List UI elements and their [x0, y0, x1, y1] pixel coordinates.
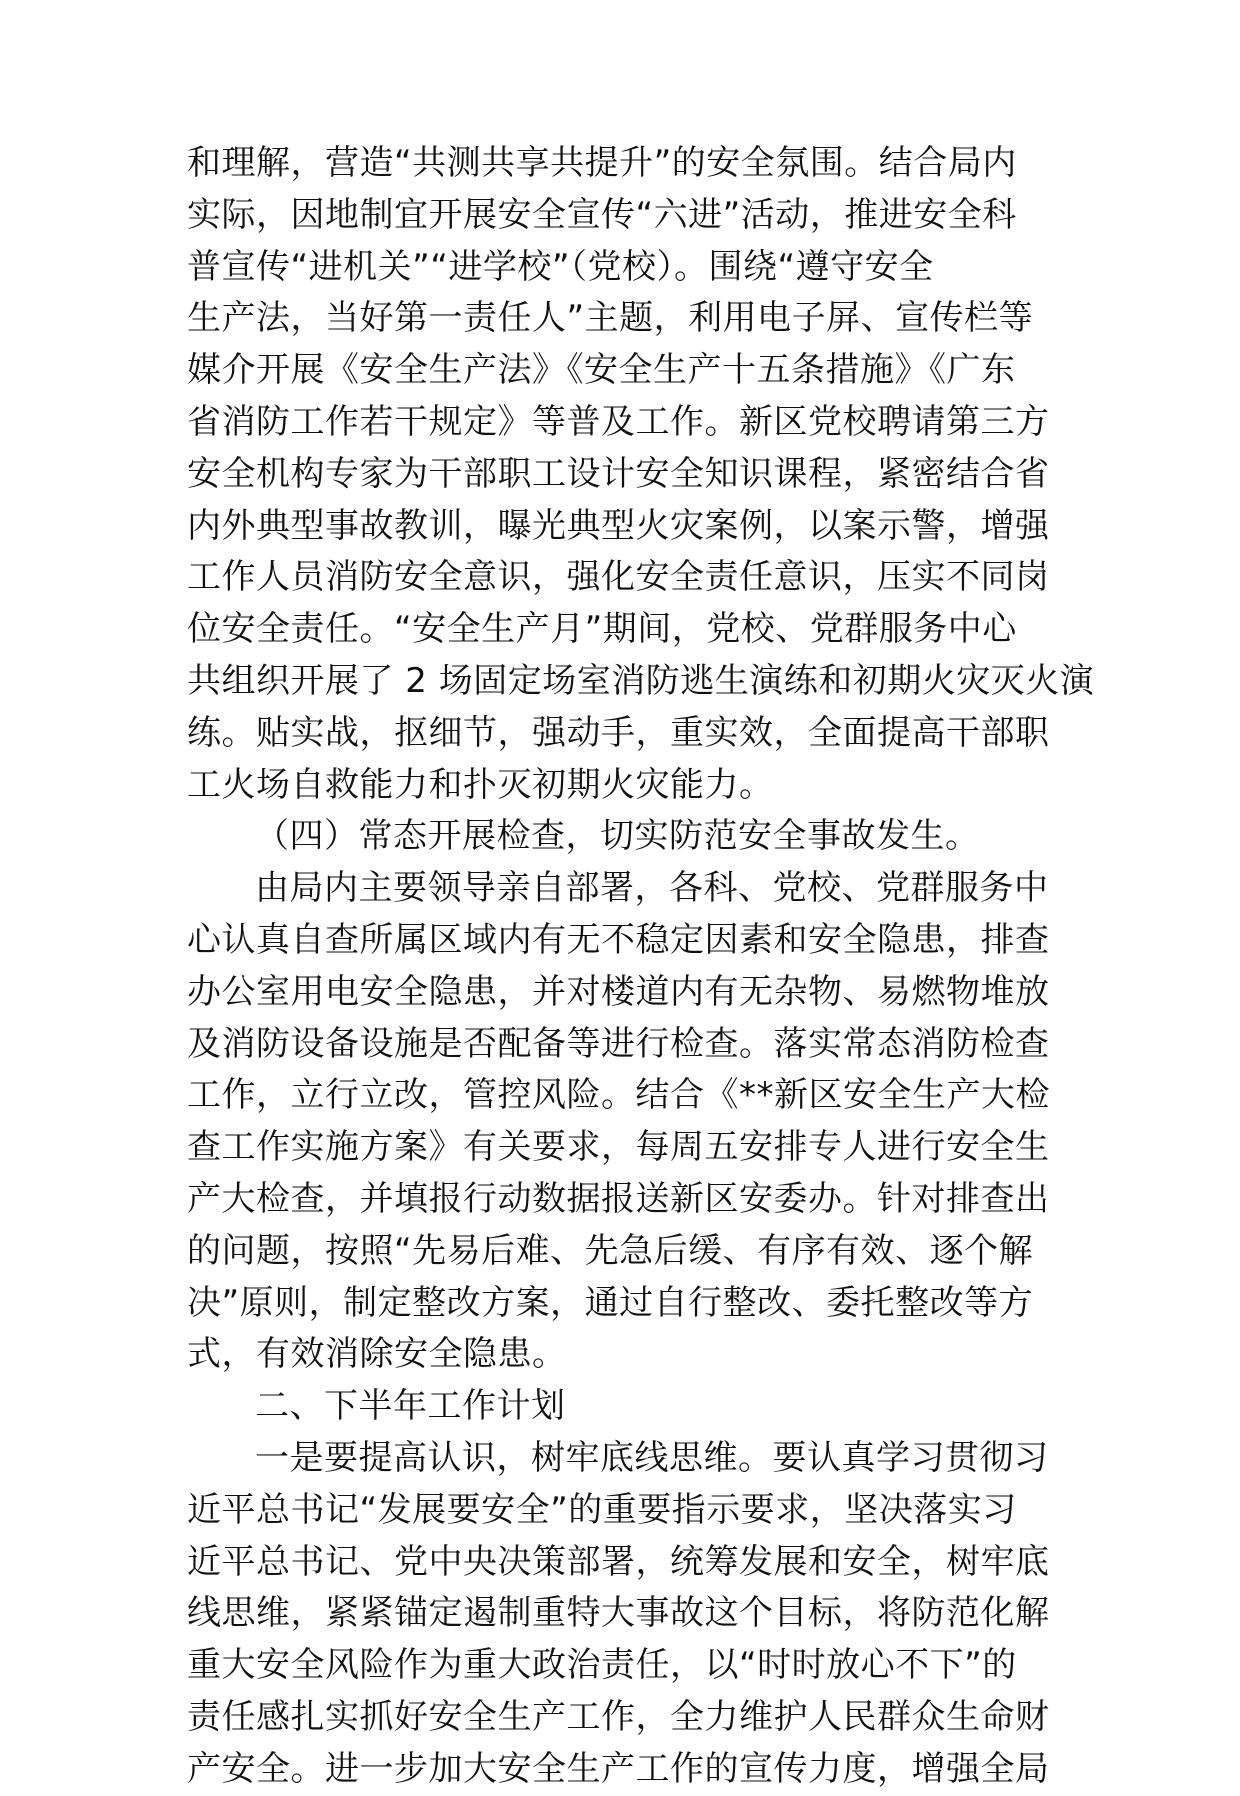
text-line: 工火场自救能力和扑灭初期火灾能力。: [187, 764, 774, 805]
text-line: 责任感扎实抓好安全生产工作，全力维护人民群众生命财: [187, 1696, 1050, 1737]
text-line: 普宣传“进机关”“进学校”（党校）。围绕“遵守安全: [187, 246, 934, 287]
text-line: 二、下半年工作计划: [255, 1386, 566, 1427]
text-line: 近平总书记、党中央决策部署，统筹发展和安全，树牢底: [187, 1541, 1050, 1582]
text-line: 及消防设备设施是否配备等进行检查。落实常态消防检查: [187, 1023, 1050, 1064]
document-page: [187, 138, 1095, 1796]
text-line: 一是要提高认识，树牢底线思维。要认真学习贯彻习: [255, 1437, 1049, 1478]
text-line: 安全机构专家为干部职工设计安全知识课程，紧密结合省: [187, 453, 1050, 494]
text-line: 办公室用电安全隐患，并对楼道内有无杂物、易燃物堆放: [187, 971, 1050, 1012]
text-line: 式，有效消除安全隐患。: [187, 1334, 567, 1375]
text-line: 近平总书记“发展要安全”的重要指示要求，坚决落实习: [187, 1489, 1017, 1530]
text-line: 工作，立行立改，管控风险。结合《**新区安全生产大检: [187, 1075, 1050, 1116]
text-line: 产大检查，并填报行动数据报送新区安委办。针对排查出: [187, 1178, 1050, 1219]
text-line: 由局内主要领导亲自部署，各科、党校、党群服务中: [255, 868, 1049, 909]
text-line: 和理解，营造“共测共享共提升”的安全氛围。结合局内: [187, 143, 1017, 183]
text-line: 位安全责任。“安全生产月”期间，党校、党群服务中心: [187, 609, 1017, 650]
text-line: 线思维，紧紧锚定遏制重特大事故这个目标，将防范化解: [187, 1593, 1050, 1634]
text-line: 重大安全风险作为重大政治责任，以“时时放心不下”的: [187, 1645, 1017, 1686]
text-line: 工作人员消防安全意识，强化安全责任意识，压实不同岗: [187, 557, 1050, 598]
text-line: 产安全。进一步加大安全生产工作的宣传力度，增强全局: [187, 1748, 1050, 1789]
text-line: 查工作实施方案》有关要求，每周五安排专人进行安全生: [187, 1127, 1050, 1168]
text-line: 的问题，按照“先易后难、先急后缓、有序有效、逐个解: [187, 1230, 1034, 1271]
text-line: 媒介开展《安全生产法》《安全生产十五条措施》《广东: [187, 350, 1016, 391]
text-line: 心认真自查所属区域内有无不稳定因素和安全隐患，排查: [187, 919, 1050, 960]
text-line: 练。贴实战，抠细节，强动手，重实效，全面提高干部职: [187, 712, 1050, 753]
text-line: 共组织开展了 2 场固定场室消防逃生演练和初期火灾灭火演: [187, 660, 1095, 701]
text-line: 实际，因地制宜开展安全宣传“六进”活动，推进安全科: [187, 194, 1017, 235]
text-line: 决”原则，制定整改方案，通过自行整改、委托整改等方: [187, 1282, 1034, 1323]
text-line: （四）常态开展检查，切实防范安全事故发生。: [255, 816, 980, 857]
text-line: 省消防工作若干规定》等普及工作。新区党校聘请第三方: [187, 401, 1050, 442]
text-line: 内外典型事故教训，曝光典型火灾案例，以案示警，增强: [187, 505, 1050, 546]
text-line: 生产法，当好第一责任人”主题，利用电子屏、宣传栏等: [187, 298, 1034, 339]
